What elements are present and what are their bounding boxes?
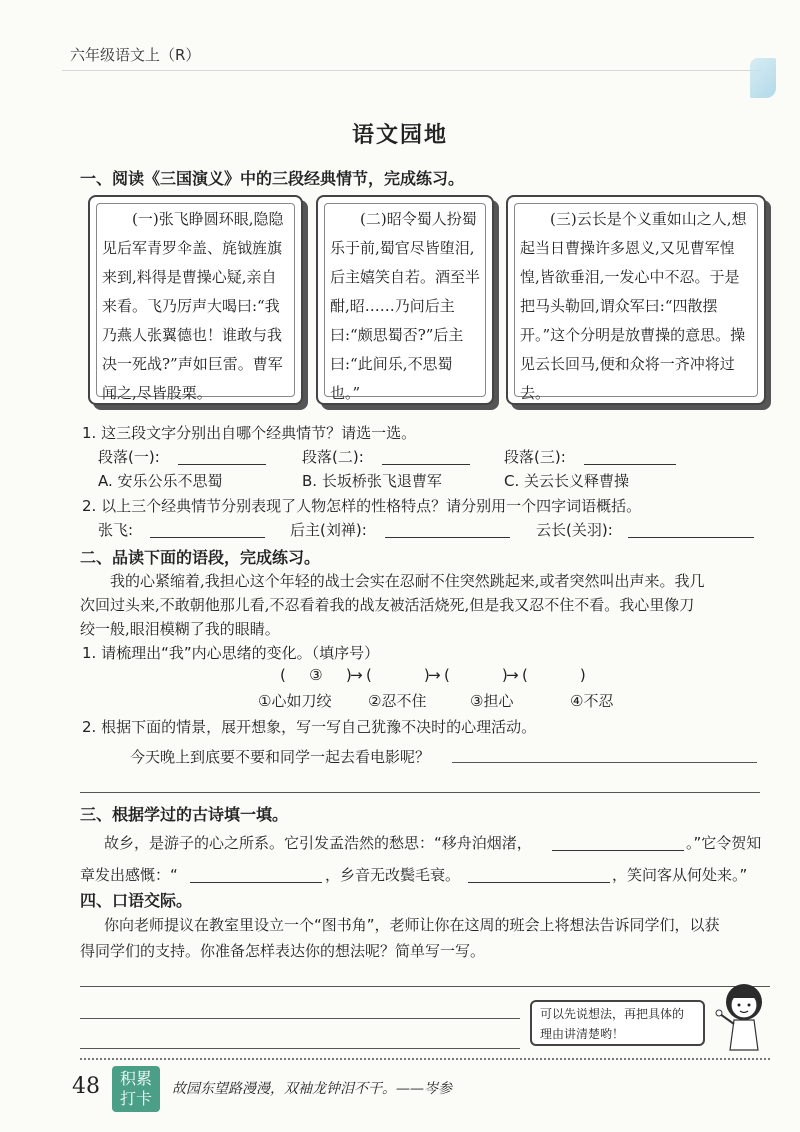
girl-illustration [712, 978, 772, 1058]
poem-line-2-end: ，笑问客从何处来。” [612, 866, 748, 884]
book-header: 六年级语文上（R） [70, 46, 201, 64]
slot-close: ) [345, 666, 352, 684]
passage-1-text: (一)张飞睁圆环眼,隐隐见后军青罗伞盖、旄钺旌旗来到,料得是曹操心疑,亲自来看。飞乃厉声大喝曰:“我乃燕人张翼德也！谁敢与我决一死战?”声如巨雷。曹军闻之,尽皆股栗。 [102, 210, 284, 402]
option-1: ①心如刀绞 [258, 692, 332, 710]
section-2-passage-line-2: 次回过头来,不敢朝他那儿看,不忍看着我的战友被活活烧死,但是我又忍不住不看。我心里像刀 [80, 596, 695, 614]
scenario-text: 今天晚上到底要不要和同学一起去看电影呢？ [130, 748, 431, 766]
daily-accumulation-badge [112, 1066, 160, 1112]
poem-line-2-start: 章发出感慨：“ [80, 866, 178, 884]
q1-option-b: B. 长坂桥张飞退曹军 [302, 472, 442, 490]
writing-line-2[interactable] [80, 1018, 520, 1019]
section-2-passage-line-1: 我的心紧缩着,我担心这个年轻的战士会实在忍耐不住突然跳起来,或者突然叫出声来。我几 [110, 572, 705, 590]
q2-label-houzhu: 后主(刘禅): [290, 521, 367, 539]
tip-line-2: 理由讲清楚哟！ [540, 1027, 625, 1041]
q2-answer-houzhu[interactable] [385, 521, 510, 538]
page-title: 语文园地 [351, 123, 448, 148]
q1-answer-blank-2[interactable] [382, 448, 470, 465]
passage-card-2 [316, 195, 494, 405]
passage-3-text: (三)云长是个义重如山之人,想起当日曹操许多恩义,又见曹军惶惶,皆欲垂泪,一发心中不忍。于是把马头勒回,谓众军曰:“四散摆开。”这个分明是放曹操的意思。操见云长回马,便和众将一齐冲将过去。 [520, 210, 747, 402]
sequence-slot-1[interactable] [280, 666, 352, 684]
poem-blank-1[interactable] [552, 834, 684, 851]
writing-line-1[interactable] [80, 986, 770, 987]
sequence-slot-3[interactable]: ( ) [444, 666, 508, 684]
poem-line-1-end: 。”它令贺知 [686, 834, 762, 852]
sequence-arrow-3: → [506, 666, 519, 684]
slot-open: ( [280, 666, 286, 684]
sequence-slot-2[interactable]: ( ) [366, 666, 430, 684]
section-1-question-1: 1. 这三段文字分别出自哪个经典情节？请选一选。 [82, 424, 417, 442]
q1-option-a: A. 安乐公乐不思蜀 [98, 472, 223, 490]
q1-label-1: 段落(一): [98, 448, 160, 466]
section-2-question-1: 1. 请梳理出“我”内心思绪的变化。（填序号） [82, 644, 380, 662]
passage-card-3 [506, 195, 766, 405]
section-2-passage-line-3: 绞一般,眼泪模糊了我的眼睛。 [80, 620, 280, 638]
answer-line-2[interactable] [80, 792, 760, 793]
q2-answer-zhangfei[interactable] [150, 521, 265, 538]
option-4: ④不忍 [570, 692, 614, 710]
tip-speech-bubble [530, 1000, 705, 1046]
poem-blank-2[interactable] [190, 866, 322, 883]
footer-divider [80, 1058, 770, 1060]
section-4-prompt-line-2: 得同学们的支持。你准备怎样表达你的想法呢？简单写一写。 [80, 942, 486, 960]
q2-answer-yunchang[interactable] [628, 521, 754, 538]
sequence-slot-4[interactable]: ( ) [522, 666, 586, 684]
footer-poem-quote: 故园东望路漫漫，双袖龙钟泪不干。——岑参 [172, 1081, 452, 1097]
writing-line-3[interactable] [80, 1048, 520, 1049]
q1-answer-blank-3[interactable] [584, 448, 676, 465]
section-1-heading: 一、阅读《三国演义》中的三段经典情节，完成练习。 [80, 169, 465, 188]
q1-label-3: 段落(三): [504, 448, 566, 466]
option-3: ③担心 [470, 692, 514, 710]
sequence-arrow-1: → [350, 666, 363, 684]
corner-decoration [750, 58, 776, 98]
badge-line-2: 打卡 [119, 1089, 152, 1108]
section-2-question-2: 2. 根据下面的情景，展开想象，写一写自己犹豫不决时的心理活动。 [82, 718, 537, 736]
header-divider [62, 70, 762, 71]
sequence-arrow-2: → [428, 666, 441, 684]
passage-2-text: (二)昭令蜀人扮蜀乐于前,蜀官尽皆堕泪,后主嬉笑自若。酒至半酣,昭……乃问后主曰:“颇思蜀否?”后主曰:“此间乐,不思蜀也。” [330, 210, 481, 402]
poem-line-1-start: 故乡，是游子的心之所系。它引发孟浩然的愁思：“移舟泊烟渚， [104, 834, 532, 852]
poem-blank-3[interactable] [468, 866, 610, 883]
section-3-heading: 三、根据学过的古诗填一填。 [80, 805, 289, 824]
answer-line-1[interactable] [452, 762, 757, 763]
page-number: 48 [72, 1074, 100, 1099]
option-2: ②忍不住 [368, 692, 427, 710]
poem-line-2-middle: ，乡音无改鬓毛衰。 [325, 866, 461, 884]
section-4-prompt-line-1: 你向老师提议在教室里设立一个“图书角”，老师让你在这周的班会上将想法告诉同学们，以获 [104, 916, 720, 934]
q2-label-yunchang: 云长(关羽): [536, 521, 613, 539]
q1-label-2: 段落(二): [302, 448, 364, 466]
tip-line-1: 可以先说想法，再把具体的 [540, 1007, 685, 1021]
q1-answer-blank-1[interactable] [178, 448, 266, 465]
badge-line-1: 积累 [119, 1069, 152, 1088]
passage-card-1 [88, 195, 303, 405]
section-1-question-2: 2. 以上三个经典情节分别表现了人物怎样的性格特点？请分别用一个四字词语概括。 [82, 497, 642, 515]
q2-label-zhangfei: 张飞: [98, 521, 134, 539]
q1-option-c: C. 关云长义释曹操 [504, 472, 630, 490]
sequence-slot-1-value: ③ [309, 666, 323, 684]
section-4-heading: 四、口语交际。 [80, 891, 193, 910]
section-2-heading: 二、品读下面的语段，完成练习。 [80, 548, 321, 567]
